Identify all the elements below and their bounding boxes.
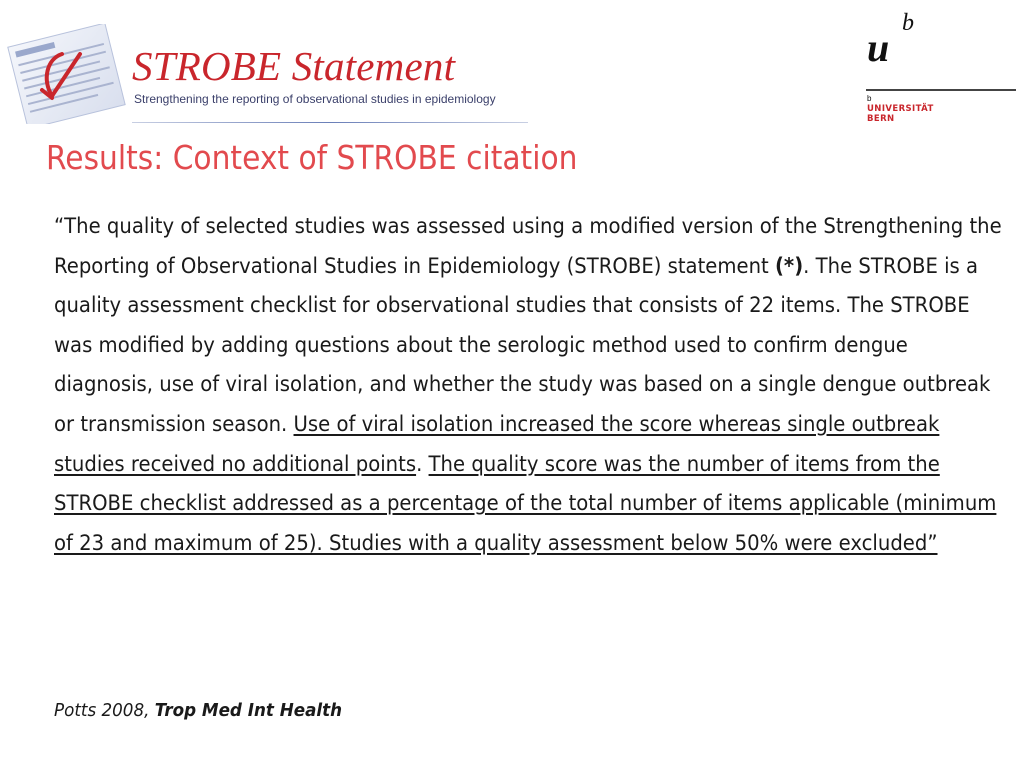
header-divider [132, 122, 528, 123]
quote-underlined-1: Use of viral isolation increased the score whereas single outbreak studies received no additional points [54, 411, 940, 476]
quote-part-3: . [416, 451, 429, 476]
citation-author-year: Potts 2008, [54, 700, 155, 721]
quote-part-2: . The STROBE is a quality assessment checklist for observational studies that consists of 22 items. The STROBE was modified by adding questions about the serologic method used to confirm dengue diagnosis, use of viral isolation, and whether the study was based on a single dengue outbreak or transmission season. [54, 253, 991, 436]
uni-name-line1: UNIVERSITÄT [867, 104, 934, 114]
uni-logo-u: u [867, 25, 890, 70]
quote-underlined-2: The quality score was the number of items from the STROBE checklist addressed as a percentage of the total number of items applicable (minimum of 23 and maximum of 25). Studies with a quality assessment below 50% were excluded” [54, 451, 997, 555]
strobe-title: STROBE Statement [132, 43, 456, 89]
strobe-subtitle: Strengthening the reporting of observational studies in epidemiology [134, 92, 496, 106]
uni-name-line2: BERN [867, 114, 895, 124]
quote-part-1: “The quality of selected studies was assessed using a modified version of the Strengthening the Reporting of Observational Studies in Epidemiology (STROBE) statement [54, 214, 1002, 278]
slide-title: Results: Context of STROBE citation [46, 138, 578, 177]
strobe-logo [0, 10, 540, 120]
citation [54, 700, 342, 721]
quote-reference: (*) [774, 253, 804, 278]
strobe-document-checkmark-icon [2, 24, 130, 124]
uni-logo-rule [866, 89, 1016, 91]
uni-name [867, 104, 934, 124]
quote-text [54, 207, 1012, 563]
university-bern-logo [862, 10, 1022, 130]
uni-logo-b: b [902, 10, 914, 36]
citation-journal: Trop Med Int Health [154, 700, 343, 721]
uni-logo-small-b: b [867, 94, 872, 103]
